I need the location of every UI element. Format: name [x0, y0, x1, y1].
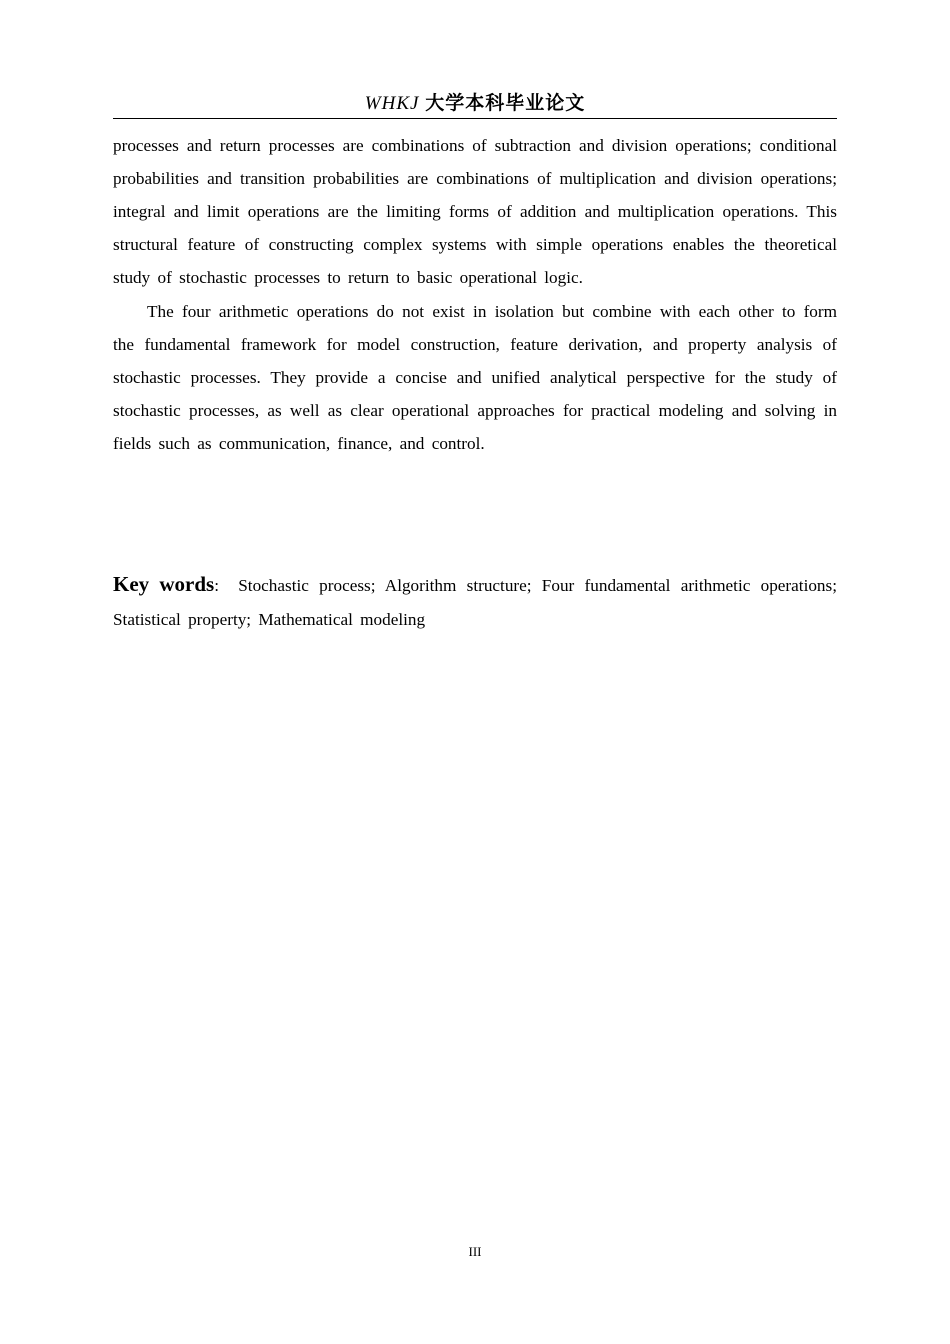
keywords-colon: :: [214, 576, 219, 595]
abstract-paragraph-2: The four arithmetic operations do not exist in isolation but combine with each other to form the fundamental framework for model construction, feature derivation, and property analysis of stochastic processes. They provide a concise and unified analytical perspective for the study of stochastic processes, as well as clear operational approaches for practical modeling and solving in fields such as communication, finance, and control.: [113, 302, 837, 453]
abstract-paragraph-1: processes and return processes are combinations of subtraction and division operations; conditional probabilities and transition probabilities are combinations of multiplication and division operations; integral and limit operations are the limiting forms of addition and multiplication operations. This structural feature of constructing complex systems with simple operations enables the theoretical study of stochastic processes to return to basic operational logic.: [113, 136, 837, 287]
abstract-body: [113, 129, 837, 460]
header-divider: [113, 118, 837, 119]
keywords-label: Key words: [113, 572, 215, 596]
page-number: III: [468, 1244, 482, 1259]
running-header: [113, 89, 837, 118]
header-institution-code: WHKJ: [364, 93, 420, 114]
keywords-section: [113, 567, 837, 637]
header-thesis-title: 大学本科毕业论文: [425, 92, 586, 114]
keywords-text: Stochastic process; Algorithm structure; Four fundamental arithmetic operations; Statistical property; Mathematical modeling: [113, 576, 837, 629]
